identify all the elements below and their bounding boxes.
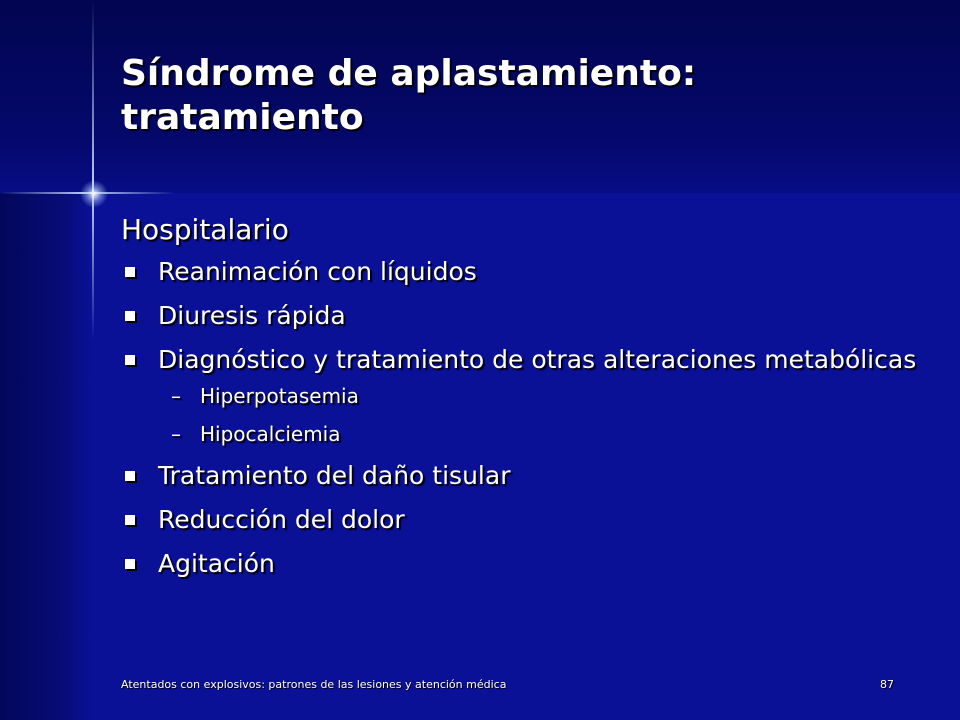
bullet-item: [121, 344, 921, 448]
title-line-2: tratamiento: [121, 97, 364, 138]
square-bullet-icon: [125, 355, 135, 365]
sparkle-icon: [80, 180, 108, 208]
square-bullet-icon: [125, 515, 135, 525]
slide-footer: Atentados con explosivos: patrones de las lesiones y atención médica: [121, 678, 507, 691]
bullet-list: [121, 256, 921, 580]
sub-bullet-item: [158, 382, 921, 410]
bullet-text: Reducción del dolor: [158, 505, 405, 534]
square-bullet-icon: [125, 311, 135, 321]
sub-bullet-text: Hiperpotasemia: [200, 384, 359, 408]
square-bullet-icon: [125, 471, 135, 481]
bullet-text: Diuresis rápida: [158, 301, 346, 330]
bullet-text: Tratamiento del daño tisular: [158, 461, 511, 490]
square-bullet-icon: [125, 559, 135, 569]
slide-title: [121, 52, 921, 140]
bullet-item: [121, 504, 921, 536]
slide-content: [121, 208, 921, 592]
bullet-item: [121, 256, 921, 288]
dash-bullet-icon: –: [171, 384, 181, 408]
sub-bullet-text: Hipocalciemia: [200, 422, 341, 446]
sub-bullet-list: [158, 382, 921, 448]
section-heading: Hospitalario: [121, 213, 289, 246]
sub-bullet-item: [158, 420, 921, 448]
bullet-item: [121, 300, 921, 332]
square-bullet-icon: [125, 267, 135, 277]
page-number: 87: [880, 678, 894, 691]
bullet-item: [121, 460, 921, 492]
bullet-text: Diagnóstico y tratamiento de otras alteraciones metabólicas: [158, 345, 917, 374]
sparkle-vertical-line: [92, 0, 94, 340]
bullet-text: Reanimación con líquidos: [158, 257, 477, 286]
title-line-1: Síndrome de aplastamiento:: [121, 53, 697, 94]
dash-bullet-icon: –: [171, 422, 181, 446]
bullet-text: Agitación: [158, 549, 275, 578]
bullet-item: [121, 548, 921, 580]
